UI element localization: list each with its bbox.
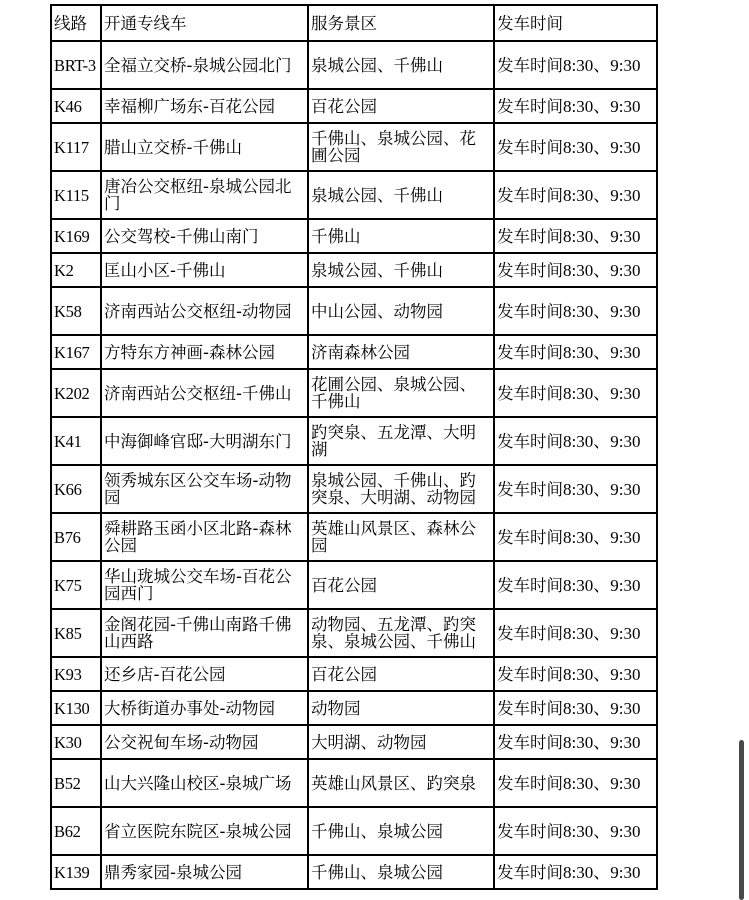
route-name-cell: 华山珑城公交车场-百花公园西门 [101, 561, 308, 609]
departure-time-label: 发车时间 [497, 301, 563, 321]
departure-time-label: 发车时间 [497, 96, 563, 116]
table-row [51, 219, 657, 253]
route-id-cell: K46 [51, 89, 101, 123]
departure-time-cell [494, 759, 657, 807]
departure-time-cell [494, 561, 657, 609]
route-name-cell: 腊山立交桥-千佛山 [101, 123, 308, 171]
departure-time-values: 8:30、9:30 [563, 96, 641, 116]
departure-time-values: 8:30、9:30 [563, 664, 641, 684]
route-id-cell: B62 [51, 807, 101, 855]
departure-time-label: 发车时间 [497, 185, 563, 205]
route-id-cell: K169 [51, 219, 101, 253]
route-id-cell: K66 [51, 465, 101, 513]
departure-time-label: 发车时间 [497, 479, 563, 499]
header-route: 开通专线车 [101, 5, 308, 41]
scenic-spots-cell: 趵突泉、五龙潭、大明湖 [308, 417, 494, 465]
departure-time-label: 发车时间 [497, 773, 563, 793]
scenic-spots-cell: 千佛山、泉城公园 [308, 807, 494, 855]
scenic-spots-cell: 千佛山、泉城公园 [308, 855, 494, 889]
departure-time-cell [494, 417, 657, 465]
scenic-spots-cell: 中山公园、动物园 [308, 287, 494, 335]
scenic-spots-cell: 千佛山 [308, 219, 494, 253]
table-row [51, 759, 657, 807]
table-row [51, 287, 657, 335]
table-row [51, 123, 657, 171]
route-name-cell: 舜耕路玉函小区北路-森林公园 [101, 513, 308, 561]
route-id-cell: B76 [51, 513, 101, 561]
departure-time-label: 发车时间 [497, 527, 563, 547]
departure-time-label: 发车时间 [497, 226, 563, 246]
route-id-cell: K117 [51, 123, 101, 171]
scenic-spots-cell: 花圃公园、泉城公园、千佛山 [308, 369, 494, 417]
route-id-cell: K30 [51, 725, 101, 759]
departure-time-values: 8:30、9:30 [563, 185, 641, 205]
scenic-spots-cell: 百花公园 [308, 561, 494, 609]
table-row [51, 171, 657, 219]
route-name-cell: 济南西站公交枢纽-千佛山 [101, 369, 308, 417]
departure-time-cell [494, 855, 657, 889]
departure-time-values: 8:30、9:30 [563, 431, 641, 451]
departure-time-label: 发车时间 [497, 137, 563, 157]
route-id-cell: K202 [51, 369, 101, 417]
departure-time-label: 发车时间 [497, 664, 563, 684]
table-row [51, 855, 657, 889]
scenic-spots-cell: 千佛山、泉城公园、花圃公园 [308, 123, 494, 171]
header-line: 线路 [51, 5, 101, 41]
route-id-cell: K167 [51, 335, 101, 369]
route-name-cell: 公交祝甸车场-动物园 [101, 725, 308, 759]
route-name-cell: 中海御峰官邸-大明湖东门 [101, 417, 308, 465]
departure-time-cell [494, 89, 657, 123]
scenic-spots-cell: 泉城公园、千佛山 [308, 41, 494, 89]
table-row [51, 725, 657, 759]
route-id-cell: K93 [51, 657, 101, 691]
route-id-cell: K58 [51, 287, 101, 335]
departure-time-values: 8:30、9:30 [563, 732, 641, 752]
departure-time-values: 8:30、9:30 [563, 821, 641, 841]
route-id-cell: K130 [51, 691, 101, 725]
table-row [51, 657, 657, 691]
scrollbar-thumb[interactable] [739, 740, 744, 900]
table-row [51, 253, 657, 287]
route-name-cell: 唐冶公交枢纽-泉城公园北门 [101, 171, 308, 219]
departure-time-values: 8:30、9:30 [563, 773, 641, 793]
route-name-cell: 幸福柳广场东-百花公园 [101, 89, 308, 123]
departure-time-cell [494, 609, 657, 657]
table-row [51, 807, 657, 855]
departure-time-cell [494, 369, 657, 417]
route-name-cell: 大桥街道办事处-动物园 [101, 691, 308, 725]
scenic-spots-cell: 英雄山风景区、趵突泉 [308, 759, 494, 807]
departure-time-values: 8:30、9:30 [563, 137, 641, 157]
table-body [51, 41, 657, 889]
route-id-cell: K41 [51, 417, 101, 465]
departure-time-values: 8:30、9:30 [563, 55, 641, 75]
route-id-cell: K85 [51, 609, 101, 657]
departure-time-values: 8:30、9:30 [563, 301, 641, 321]
departure-time-label: 发车时间 [497, 698, 563, 718]
departure-time-values: 8:30、9:30 [563, 383, 641, 403]
departure-time-label: 发车时间 [497, 821, 563, 841]
table-row [51, 369, 657, 417]
departure-time-cell [494, 123, 657, 171]
scenic-spots-cell: 济南森林公园 [308, 335, 494, 369]
departure-time-label: 发车时间 [497, 623, 563, 643]
departure-time-label: 发车时间 [497, 575, 563, 595]
scenic-spots-cell: 泉城公园、千佛山、趵突泉、大明湖、动物园 [308, 465, 494, 513]
route-name-cell: 还乡店-百花公园 [101, 657, 308, 691]
route-id-cell: K75 [51, 561, 101, 609]
route-id-cell: BRT-3 [51, 41, 101, 89]
departure-time-label: 发车时间 [497, 431, 563, 451]
departure-time-cell [494, 171, 657, 219]
departure-time-values: 8:30、9:30 [563, 527, 641, 547]
departure-time-values: 8:30、9:30 [563, 260, 641, 280]
scenic-spots-cell: 百花公园 [308, 657, 494, 691]
departure-time-cell [494, 657, 657, 691]
table-header-row [51, 5, 657, 41]
route-name-cell: 山大兴隆山校区-泉城广场 [101, 759, 308, 807]
table-row [51, 41, 657, 89]
route-name-cell: 公交驾校-千佛山南门 [101, 219, 308, 253]
route-id-cell: B52 [51, 759, 101, 807]
departure-time-cell [494, 253, 657, 287]
departure-time-cell [494, 807, 657, 855]
departure-time-values: 8:30、9:30 [563, 342, 641, 362]
route-id-cell: K139 [51, 855, 101, 889]
table-row [51, 561, 657, 609]
departure-time-cell [494, 335, 657, 369]
departure-time-values: 8:30、9:30 [563, 479, 641, 499]
departure-time-label: 发车时间 [497, 383, 563, 403]
departure-time-label: 发车时间 [497, 862, 563, 882]
departure-time-label: 发车时间 [497, 55, 563, 75]
route-name-cell: 全福立交桥-泉城公园北门 [101, 41, 308, 89]
table-row [51, 465, 657, 513]
departure-time-values: 8:30、9:30 [563, 862, 641, 882]
departure-time-cell [494, 219, 657, 253]
table-row [51, 609, 657, 657]
scenic-spots-cell: 泉城公园、千佛山 [308, 171, 494, 219]
scenic-spots-cell: 大明湖、动物园 [308, 725, 494, 759]
scenic-spots-cell: 泉城公园、千佛山 [308, 253, 494, 287]
route-name-cell: 省立医院东院区-泉城公园 [101, 807, 308, 855]
scenic-spots-cell: 英雄山风景区、森林公园 [308, 513, 494, 561]
header-scenic: 服务景区 [308, 5, 494, 41]
departure-time-cell [494, 465, 657, 513]
header-time: 发车时间 [494, 5, 657, 41]
route-name-cell: 金阁花园-千佛山南路千佛山西路 [101, 609, 308, 657]
table-row [51, 513, 657, 561]
table-row [51, 89, 657, 123]
departure-time-cell [494, 513, 657, 561]
bus-route-table [50, 4, 658, 890]
departure-time-cell [494, 725, 657, 759]
departure-time-values: 8:30、9:30 [563, 575, 641, 595]
route-id-cell: K115 [51, 171, 101, 219]
route-id-cell: K2 [51, 253, 101, 287]
scenic-spots-cell: 动物园、五龙潭、趵突泉、泉城公园、千佛山 [308, 609, 494, 657]
route-name-cell: 匡山小区-千佛山 [101, 253, 308, 287]
scenic-spots-cell: 百花公园 [308, 89, 494, 123]
departure-time-label: 发车时间 [497, 260, 563, 280]
departure-time-cell [494, 287, 657, 335]
route-name-cell: 方特东方神画-森林公园 [101, 335, 308, 369]
route-name-cell: 济南西站公交枢纽-动物园 [101, 287, 308, 335]
departure-time-values: 8:30、9:30 [563, 623, 641, 643]
table-row [51, 417, 657, 465]
route-name-cell: 领秀城东区公交车场-动物园 [101, 465, 308, 513]
table-row [51, 691, 657, 725]
route-name-cell: 鼎秀家园-泉城公园 [101, 855, 308, 889]
departure-time-label: 发车时间 [497, 342, 563, 362]
departure-time-cell [494, 41, 657, 89]
departure-time-values: 8:30、9:30 [563, 698, 641, 718]
departure-time-label: 发车时间 [497, 732, 563, 752]
departure-time-cell [494, 691, 657, 725]
scenic-spots-cell: 动物园 [308, 691, 494, 725]
departure-time-values: 8:30、9:30 [563, 226, 641, 246]
table-row [51, 335, 657, 369]
